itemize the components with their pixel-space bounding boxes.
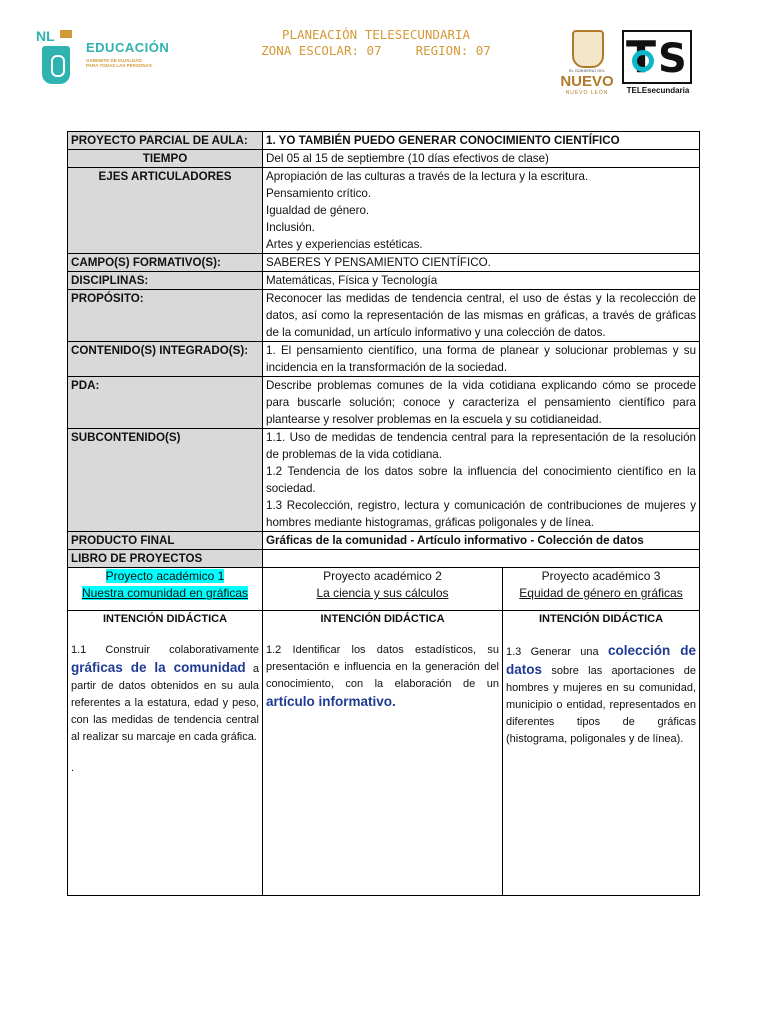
table-row — [68, 550, 700, 568]
zona-label: ZONA ESCOLAR: 07 — [261, 43, 382, 58]
row-label: PROYECTO PARCIAL DE AULA: — [68, 132, 263, 150]
table-row — [68, 290, 700, 342]
intentions-row — [68, 611, 700, 896]
project-cell-3: Proyecto académico 3 Equidad de género en gráficas — [503, 568, 700, 611]
row-label: LIBRO DE PROYECTOS — [68, 550, 263, 568]
row-value: Describe problemas comunes de la vida cotidiana explicando cómo se procede para buscarle solución; conoce y caracteriza el pensamiento científico para plantearse y resolver problemas en la escuela y su cotidianeidad. — [263, 377, 700, 429]
table-row — [68, 168, 700, 254]
row-label: PDA: — [68, 377, 263, 429]
telesecundaria-logo: T S TELEsecundaria — [622, 30, 694, 98]
row-value: Reconocer las medidas de tendencia central, el uso de éstas y la recolección de datos, así como la representación de las mismas en gráficas, a través de gráficas de la comunidad, un artículo informativo y una colección de datos. — [263, 290, 700, 342]
planning-table — [67, 131, 700, 896]
table-row — [68, 342, 700, 377]
row-label: SUBCONTENIDO(S) — [68, 429, 263, 532]
page-header — [0, 0, 768, 110]
row-value: Apropiación de las culturas a través de la lectura y la escritura. Pensamiento crítico. Igualdad de género. Inclusión. Artes y experiencias estéticas. — [263, 168, 700, 254]
table-row — [68, 254, 700, 272]
gobierno-nuevo-leon-logo: EL GOBIERNO DEL NUEVO NUEVO LEÓN — [558, 30, 616, 98]
intention-cell-2: INTENCIÓN DIDÁCTICA 1.2 Identificar los datos estadísticos, su presentación e influencia en la generación del conocimiento, con la elaboración de un artículo informativo. — [263, 611, 503, 896]
row-label: PRODUCTO FINAL — [68, 532, 263, 550]
logo-subtitle: GABINETE DE IGUALDAD PARA TODAS LAS PERSONAS — [86, 58, 152, 68]
nl-educacion-logo — [36, 28, 176, 90]
row-label: CONTENIDO(S) INTEGRADO(S): — [68, 342, 263, 377]
intention-cell-3: INTENCIÓN DIDÁCTICA 1.3 Generar una colección de datos sobre las aportaciones de hombres y mujeres en su comunidad, municipio o entidad, representados en diferentes tipos de gráficas (histograma, poligonales y de línea). — [503, 611, 700, 896]
table-row — [68, 377, 700, 429]
coat-of-arms-icon — [572, 30, 604, 68]
crown-icon — [60, 30, 72, 38]
projects-row — [68, 568, 700, 611]
intention-cell-1: INTENCIÓN DIDÁCTICA 1.1 Construir colaborativamente gráficas de la comunidad a partir de datos obtenidos en su aula referentes a la estatura, edad y peso, con las medidas de tendencia central al realizar su marcaje en cada gráfica. . — [68, 611, 263, 896]
table-row — [68, 150, 700, 168]
row-value: 1. YO TAMBIÉN PUEDO GENERAR CONOCIMIENTO CIENTÍFICO — [263, 132, 700, 150]
table-row — [68, 429, 700, 532]
row-value — [263, 550, 700, 568]
table-row — [68, 272, 700, 290]
title-line: PLANEACIÓN TELESECUNDARIA — [281, 27, 471, 42]
row-label: CAMPO(S) FORMATIVO(S): — [68, 254, 263, 272]
row-label: DISCIPLINAS: — [68, 272, 263, 290]
logo-title: EDUCACIÓN — [86, 40, 170, 55]
shield-icon — [42, 46, 70, 84]
table-row — [68, 132, 700, 150]
project-cell-2: Proyecto académico 2 La ciencia y sus cálculos — [263, 568, 503, 611]
table-row — [68, 532, 700, 550]
nl-shield-icon: NL — [36, 28, 72, 90]
row-value: Matemáticas, Física y Tecnología — [263, 272, 700, 290]
row-label: PROPÓSITO: — [68, 290, 263, 342]
row-label: TIEMPO — [68, 150, 263, 168]
region-label: REGION: 07 — [415, 43, 491, 58]
row-value: Gráficas de la comunidad - Artículo informativo - Colección de datos — [263, 532, 700, 550]
row-value: 1.1. Uso de medidas de tendencia central para la representación de la resolución de problemas de la vida cotidiana. 1.2 Tendencia de los datos sobre la influencia del conocimiento científico en la sociedad. 1.3 Recolección, registro, lectura y comunicación de contribuciones de mujeres y hombres mediante histogramas, gráficas poligonales y de línea. — [263, 429, 700, 532]
project-cell-1: Proyecto académico 1 Nuestra comunidad en gráficas — [68, 568, 263, 611]
document-title — [246, 27, 506, 59]
ring-icon — [632, 50, 654, 72]
row-value: SABERES Y PENSAMIENTO CIENTÍFICO. — [263, 254, 700, 272]
row-label: EJES ARTICULADORES — [68, 168, 263, 254]
row-value: 1. El pensamiento científico, una forma de planear y solucionar problemas y su incidencia en la transformación de la sociedad. — [263, 342, 700, 377]
row-value: Del 05 al 15 de septiembre (10 días efectivos de clase) — [263, 150, 700, 168]
